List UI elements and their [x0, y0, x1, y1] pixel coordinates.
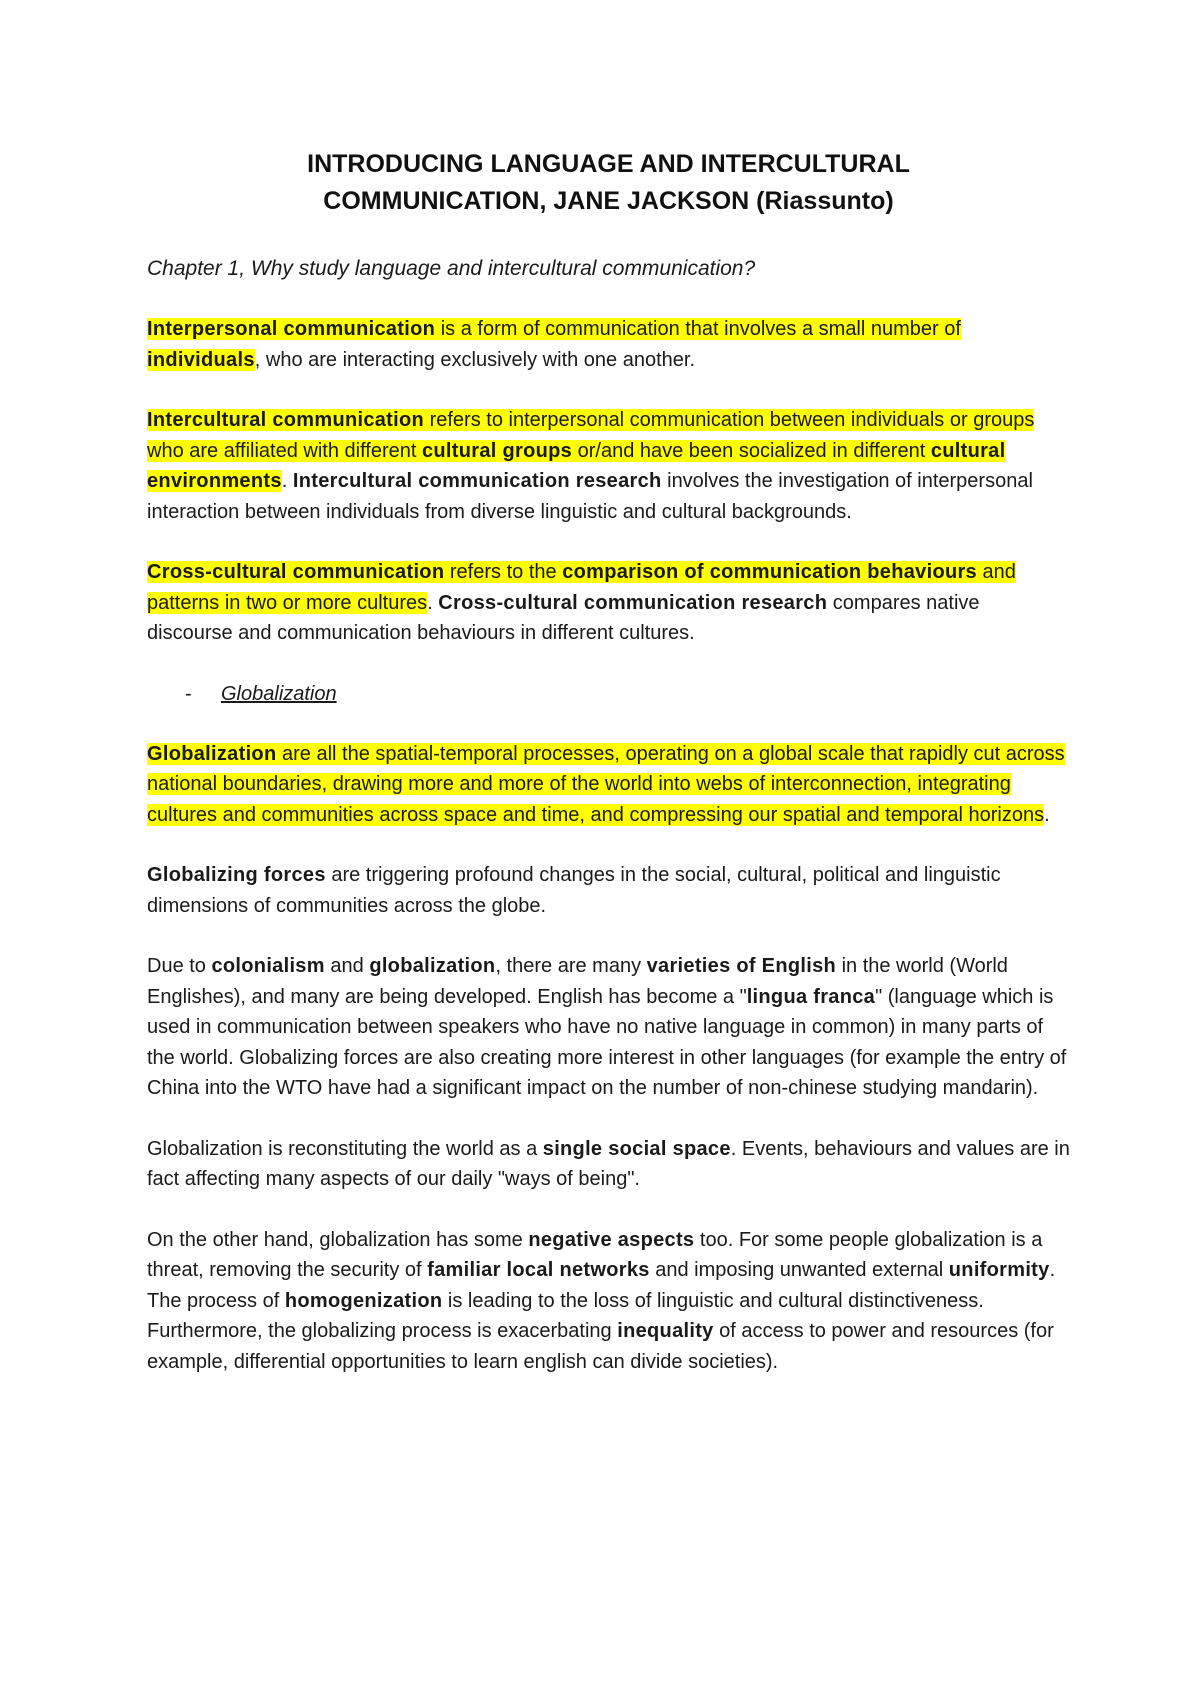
paragraph-world-englishes: Due to colonialism and globalization, there are many varieties of English in the world (World Englishes), and many are being developed. English has become a "lingua franca" (language which is used in communication between speakers who have no native language in common) in many parts of the world. Globalizing forces are also creating more interest in other languages (for example the entry of China into the WTO have had a significant impact on the number of non-chinese studying mandarin). — [147, 955, 1067, 1099]
term-cross-cultural-research: Cross-cultural communication research — [438, 591, 828, 614]
paragraph-negative-aspects: On the other hand, globalization has some negative aspects too. For some people globalization is a threat, removing the security of familiar local networks and imposing unwanted external uniformity. The process of homogenization is leading to the loss of linguistic and cultural distinctiveness. Furthermore, the globalizing process is exacerbating inequality of access to power and resources (for example, differential opportunities to learn english can divide societies). — [147, 1228, 1056, 1373]
title-line-2: COMMUNICATION, JANE JACKSON (Riassunto) — [323, 187, 894, 215]
paragraph-globalization-definition: Globalization are all the spatial-temporal processes, operating on a global scale that rapidly cut across national boundaries, drawing more and more of the world into webs of interconnection, integrating cultures and communities across space and time, and compressing our spatial and temporal horizons. — [147, 742, 1065, 826]
term-cross-cultural-communication: Cross-cultural communication — [147, 561, 445, 583]
term-uniformity: uniformity — [948, 1259, 1050, 1281]
term-globalization: Globalization — [147, 742, 277, 765]
term-intercultural-research: Intercultural communication research — [292, 470, 662, 492]
term-inequality: inequality — [617, 1320, 714, 1342]
term-interpersonal-communication: Interpersonal communication — [147, 318, 436, 340]
highlighted-text: Cross-cultural communication refers to the comparison of communication behaviours and patterns in two or more cultures — [147, 561, 1016, 614]
term-individuals: individuals — [147, 348, 255, 371]
paragraph-cross-cultural: Cross-cultural communication refers to the comparison of communication behaviours and patterns in two or more cultures. Cross-cultural communication research compares native discourse and communication behaviours in different cultures. — [147, 561, 1016, 644]
term-familiar-local-networks: familiar local networks — [427, 1259, 650, 1281]
highlighted-text: Globalization are all the spatial-temporal processes, operating on a global scale that rapidly cut across national boundaries, drawing more and more of the world into webs of interconnection, integrating cultures and communities across space and time, and compressing our spatial and temporal horizons — [147, 742, 1065, 826]
term-globalization: globalization — [369, 955, 496, 977]
bullet-label: Globalization — [221, 682, 337, 705]
term-colonialism: colonialism — [211, 955, 325, 977]
highlighted-text: Interpersonal communication is a form of communication that involves a small number of individuals — [147, 318, 961, 371]
term-single-social-space: single social space — [542, 1137, 731, 1160]
term-globalizing-forces: Globalizing forces — [147, 864, 326, 886]
paragraph-interpersonal: Interpersonal communication is a form of communication that involves a small number of individuals, who are interacting exclusively with one another. — [147, 318, 961, 371]
paragraph-globalizing-forces: Globalizing forces are triggering profound changes in the social, cultural, political and linguistic dimensions of communities across the globe. — [147, 864, 1001, 917]
highlighted-text: Intercultural communication refers to interpersonal communication between individuals or groups who are affiliated with different cultural groups or/and have been socialized in different cultural environments — [147, 409, 1035, 492]
paragraph-intercultural: Intercultural communication refers to interpersonal communication between individuals or groups who are affiliated with different cultural groups or/and have been socialized in different cultural environments. Intercultural communication research involves the investigation of interpersonal interaction between individuals from diverse linguistic and cultural backgrounds. — [147, 409, 1035, 523]
term-lingua-franca: lingua franca — [746, 985, 876, 1008]
bullet-item-globalization — [185, 679, 1070, 709]
term-varieties-of-english: varieties of English — [646, 955, 837, 977]
paragraph-single-social-space: Globalization is reconstituting the world as a single social space. Events, behaviours and values are in fact affecting many aspects of our daily "ways of being". — [147, 1137, 1070, 1190]
document-title — [147, 146, 1070, 220]
bullet-dash: - — [185, 682, 192, 705]
term-comparison-behaviours: comparison of communication behaviours — [562, 561, 977, 583]
title-line-1: INTRODUCING LANGUAGE AND INTERCULTURAL — [307, 150, 910, 178]
term-intercultural-communication: Intercultural communication — [147, 409, 425, 431]
term-cultural-environments: cultural environments — [147, 439, 1006, 492]
term-homogenization: homogenization — [284, 1289, 443, 1312]
chapter-heading: Chapter 1, Why study language and intercultural communication? — [147, 257, 756, 280]
term-cultural-groups: cultural groups — [421, 439, 573, 462]
term-negative-aspects: negative aspects — [528, 1228, 695, 1251]
